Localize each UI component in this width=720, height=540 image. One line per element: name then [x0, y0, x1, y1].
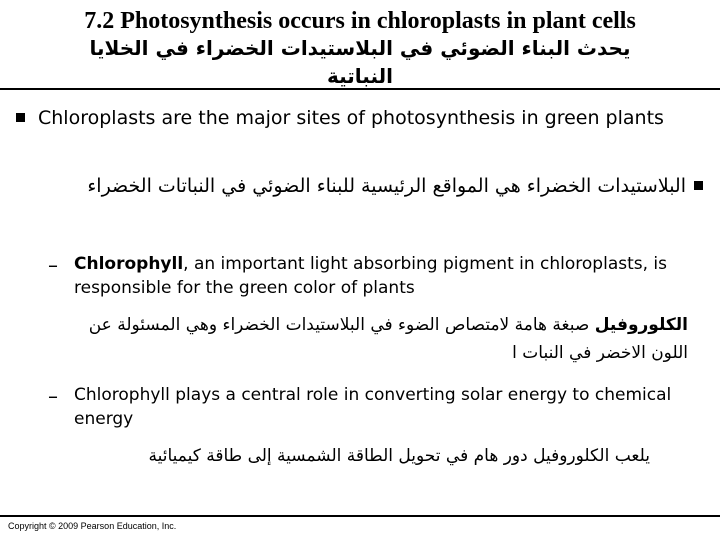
sub-bullet-1-arabic-text: صبغة هامة لامتصاص الضوء في البلاستيدات الخضراء وهي المسئولة عن اللون الاخضر في النبات ا — [88, 315, 688, 363]
footer-divider — [0, 515, 720, 517]
sub-bullet-1-bold-term: Chlorophyll — [74, 254, 184, 274]
sub-bullet-2-arabic: يلعب الكلوروفيل دور هام في تحويل الطاقة الشمسية إلى طاقة كيميائية — [148, 446, 650, 466]
slide-title-english: 7.2 Photosynthesis occurs in chloroplasts in plant cells — [84, 8, 636, 34]
bullet-marker-arabic — [694, 181, 703, 190]
bullet-marker — [16, 113, 25, 122]
sub-bullet-1-arabic-bold-term: الكلوروفيل — [594, 315, 688, 335]
sub-bullet-1-english — [74, 252, 694, 300]
slide-title-arabic: يحدث البناء الضوئي في البلاستيدات الخضراء في الخلايا النباتية — [89, 36, 631, 88]
bullet-1-english: Chloroplasts are the major sites of photosynthesis in green plants — [38, 107, 664, 129]
sub-bullet-1-arabic — [70, 311, 688, 367]
sub-bullet-2-english: Chlorophyll plays a central role in converting solar energy to chemical energy — [74, 385, 672, 429]
sub-bullet-dash: – — [48, 253, 58, 277]
title-divider — [0, 88, 720, 90]
sub-bullet-1-text: , an important light absorbing pigment in chloroplasts, is responsible for the green color of plants — [74, 254, 668, 298]
copyright-notice: Copyright © 2009 Pearson Education, Inc. — [8, 521, 177, 531]
sub-bullet-dash: – — [48, 384, 58, 408]
bullet-1-arabic: البلاستيدات الخضراء هي المواقع الرئيسية للبناء الضوئي في النباتات الخضراء — [87, 175, 686, 197]
